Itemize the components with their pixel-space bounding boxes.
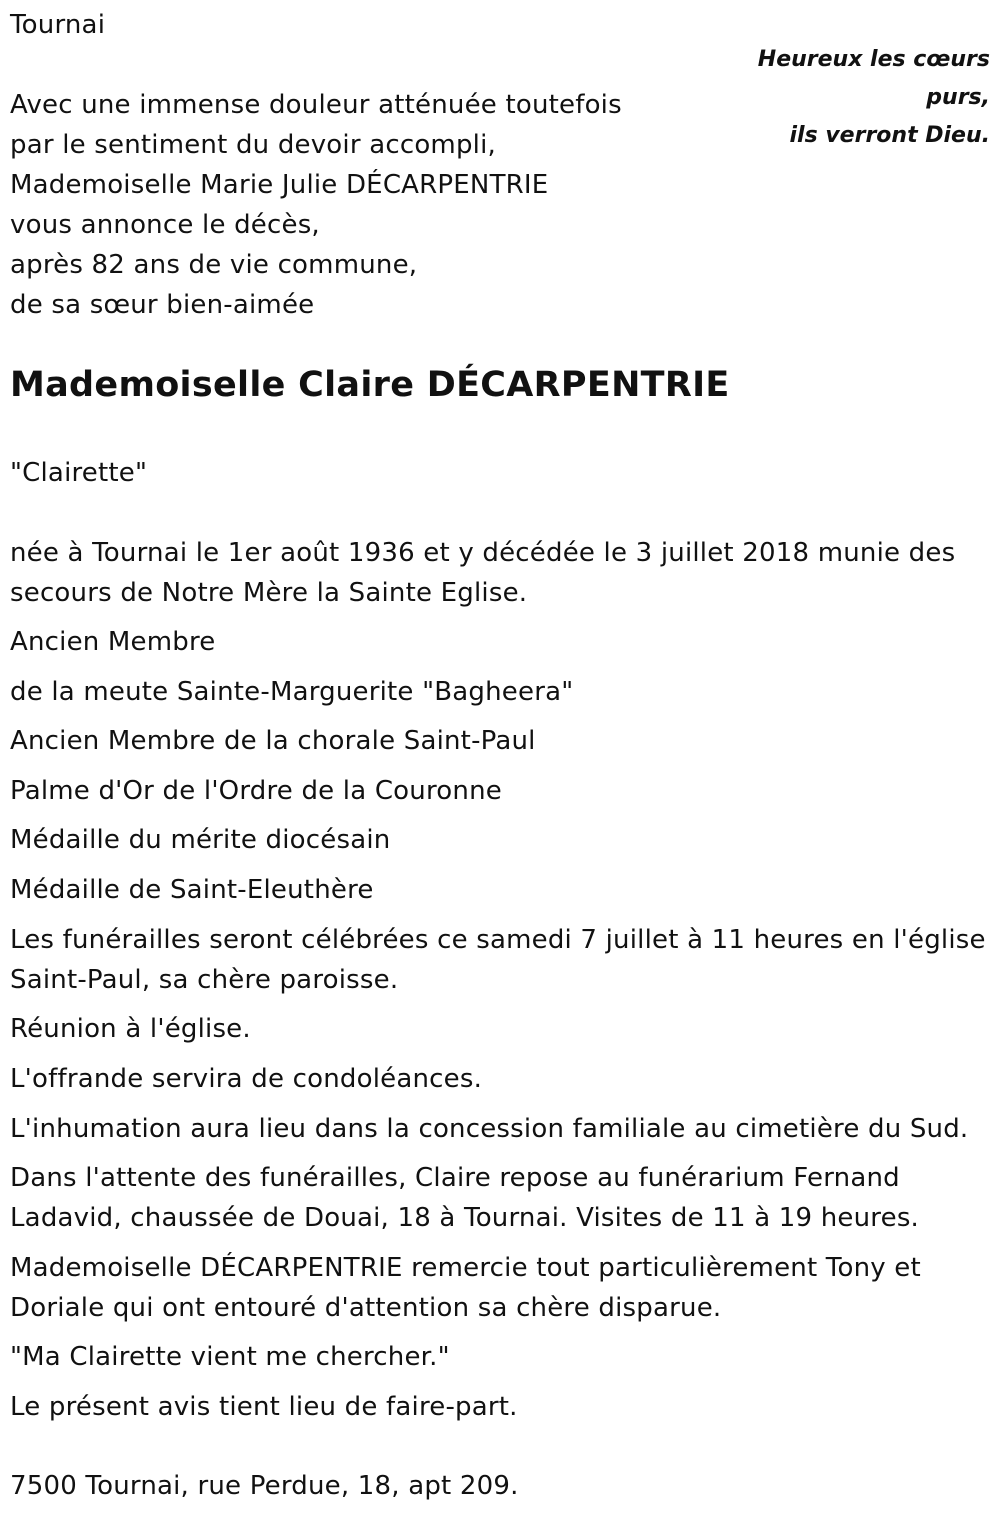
- last-words: "Ma Clairette vient me chercher.": [10, 1342, 450, 1372]
- intro-line-4: vous annonce le décès,: [10, 210, 320, 240]
- funeral-line-2: Saint-Paul, sa chère paroisse.: [10, 965, 399, 995]
- medal-diocese: Médaille du mérite diocésain: [10, 825, 391, 855]
- nickname: "Clairette": [10, 458, 148, 488]
- quote-line-2: purs,: [926, 85, 990, 110]
- city-heading: Tournai: [10, 10, 106, 40]
- meeting-line: Réunion à l'église.: [10, 1014, 251, 1044]
- intro-line-6: de sa sœur bien-aimée: [10, 290, 315, 320]
- intro-line-3: Mademoiselle Marie Julie DÉCARPENTRIE: [10, 170, 549, 200]
- birth-death-line-1: née à Tournai le 1er août 1936 et y décédée le 3 juillet 2018 munie des: [10, 538, 956, 568]
- address-line: 7500 Tournai, rue Perdue, 18, apt 209.: [10, 1471, 519, 1501]
- offering-line: L'offrande servira de condoléances.: [10, 1064, 483, 1094]
- quote-line-3: ils verront Dieu.: [789, 123, 990, 148]
- intro-line-2: par le sentiment du devoir accompli,: [10, 130, 496, 160]
- choir-membership: Ancien Membre de la chorale Saint-Paul: [10, 726, 536, 756]
- burial-line: L'inhumation aura lieu dans la concession familiale au cimetière du Sud.: [10, 1114, 969, 1144]
- medal-saint-eleuthere: Médaille de Saint-Eleuthère: [10, 875, 374, 905]
- thanks-line-2: Doriale qui ont entouré d'attention sa chère disparue.: [10, 1293, 722, 1323]
- quote-line-1: Heureux les cœurs: [757, 47, 990, 72]
- notice-line: Le présent avis tient lieu de faire-part.: [10, 1392, 518, 1422]
- wake-line-1: Dans l'attente des funérailles, Claire repose au funérarium Fernand: [10, 1163, 900, 1193]
- intro-line-1: Avec une immense douleur atténuée toutefois: [10, 90, 622, 120]
- membership-line-1: Ancien Membre: [10, 627, 216, 657]
- deceased-name: Mademoiselle Claire DÉCARPENTRIE: [10, 365, 730, 405]
- palme-distinction: Palme d'Or de l'Ordre de la Couronne: [10, 776, 502, 806]
- birth-death-line-2: secours de Notre Mère la Sainte Eglise.: [10, 578, 528, 608]
- wake-line-2: Ladavid, chaussée de Douai, 18 à Tournai. Visites de 11 à 19 heures.: [10, 1203, 920, 1233]
- epigraph-quote: [758, 41, 990, 155]
- funeral-line-1: Les funérailles seront célébrées ce samedi 7 juillet à 11 heures en l'église: [10, 925, 986, 955]
- membership-line-2: de la meute Sainte-Marguerite "Bagheera": [10, 677, 574, 707]
- intro-line-5: après 82 ans de vie commune,: [10, 250, 418, 280]
- thanks-line-1: Mademoiselle DÉCARPENTRIE remercie tout particulièrement Tony et: [10, 1253, 921, 1283]
